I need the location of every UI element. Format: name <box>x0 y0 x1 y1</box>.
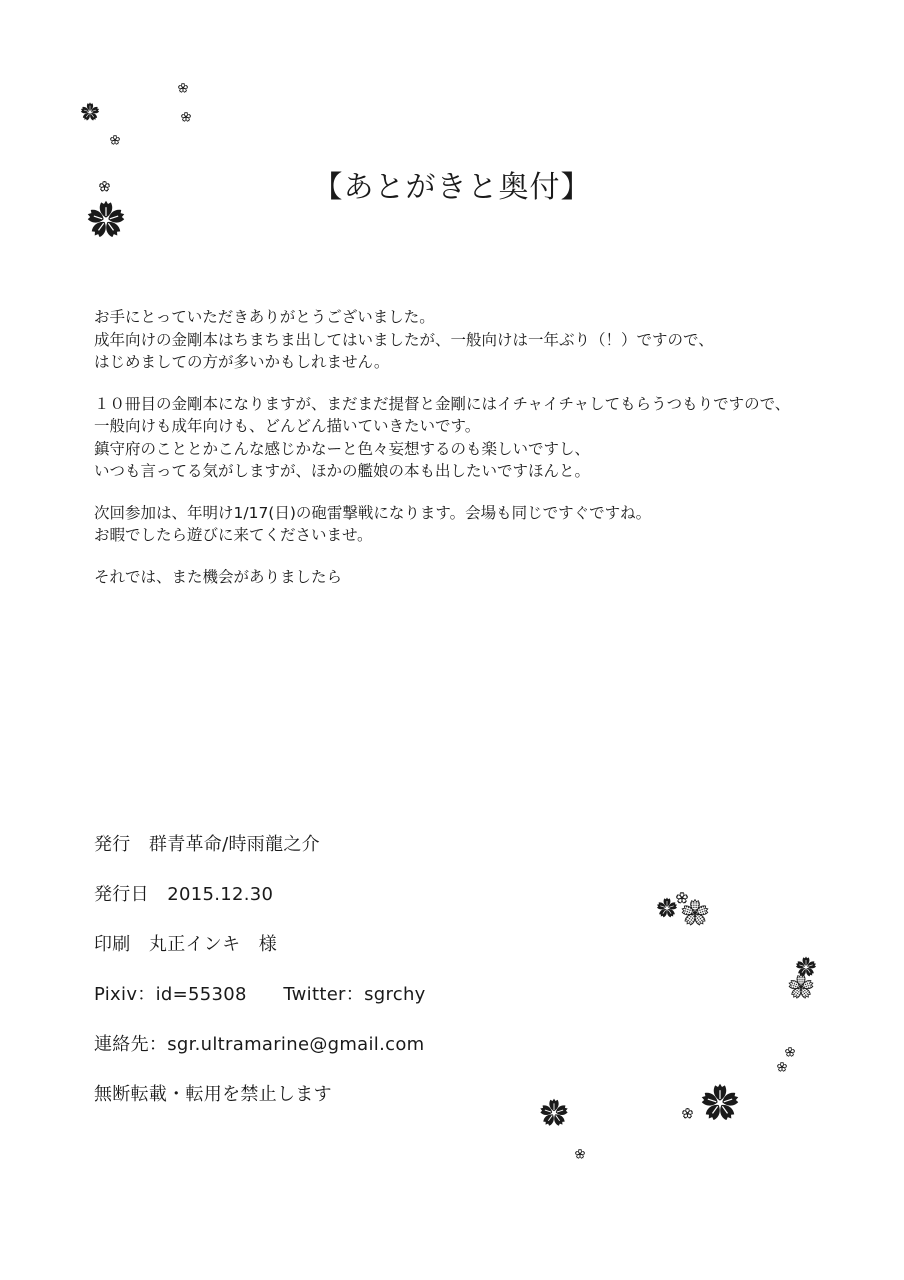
text-line: お手にとっていただきありがとうございました。 <box>94 308 435 326</box>
afterword-message <box>94 306 874 607</box>
text-line: それでは、また機会がありましたら <box>94 567 343 586</box>
sakura-petals <box>86 201 126 239</box>
sakura-icon <box>575 1149 585 1159</box>
paragraph <box>94 566 874 589</box>
sakura-icon <box>181 112 191 122</box>
text-line: お暇でしたら遊びに来てくださいませ。 <box>94 526 373 544</box>
sakura-icon <box>777 1062 787 1072</box>
text-line: 成年向けの金剛本はちまちま出してはいましたが、一般向けは一年ぶり（！）ですので、 <box>94 330 714 349</box>
text-line: 次回参加は、年明け1/17(日)の砲雷撃戦になります。会場も同じですぐですね。 <box>94 503 652 522</box>
sakura-icon <box>788 974 814 1000</box>
paragraph <box>94 393 874 483</box>
sakura-petals <box>777 1062 787 1072</box>
text-line: 鎮守府のこととかこんな感じかなーと色々妄想するのも楽しいですし、 <box>94 439 591 458</box>
sakura-petals <box>682 1108 693 1119</box>
sakura-petals <box>99 181 110 192</box>
sakura-petals <box>539 1099 569 1128</box>
sakura-icon <box>178 83 188 93</box>
sakura-icon <box>110 135 120 145</box>
sakura-petals <box>80 102 100 121</box>
sakura-petals <box>178 83 188 93</box>
sakura-icon <box>656 897 678 919</box>
social-line: Pixiv：id=55308 Twitter：sgrchy <box>94 984 426 1005</box>
contact-line: 連絡先：sgr.ultramarine@gmail.com <box>94 1034 425 1055</box>
text-line: はじめましての方が多いかもしれません。 <box>94 353 390 371</box>
colophon <box>94 832 426 1132</box>
publisher-line: 発行 群青革命/時雨龍之介 <box>94 834 320 855</box>
sakura-petals <box>681 900 709 927</box>
sakura-icon <box>700 1083 740 1123</box>
sakura-petals <box>788 975 814 1000</box>
copyright-notice: 無断転載・転用を禁止します <box>94 1084 332 1105</box>
sakura-icon <box>86 200 126 240</box>
paragraph <box>94 502 874 547</box>
sakura-icon <box>785 1047 795 1057</box>
sakura-icon <box>99 181 110 192</box>
sakura-petals <box>785 1047 795 1057</box>
text-line: １０冊目の金剛本になりますが、まだまだ提督と金剛にはイチャイチャしてもらうつもりですので、 <box>94 394 791 413</box>
text-line: 一般向けも成年向けも、どんどん描いていきたいです。 <box>94 417 481 435</box>
sakura-petals <box>575 1149 585 1159</box>
sakura-icon <box>681 899 709 927</box>
paragraph <box>94 306 874 374</box>
sakura-petals <box>110 135 120 145</box>
publish-date-line: 発行日 2015.12.30 <box>94 884 274 905</box>
sakura-petals <box>656 897 678 918</box>
text-line: いつも言ってる気がしますが、ほかの艦娘の本も出したいですほんと。 <box>94 462 591 480</box>
page-title: 【あとがきと奥付】 <box>312 170 592 205</box>
sakura-icon <box>682 1108 693 1119</box>
sakura-icon <box>539 1098 569 1128</box>
sakura-petals <box>181 112 191 122</box>
printer-line: 印刷 丸正インキ 様 <box>94 934 277 955</box>
sakura-petals <box>700 1084 740 1122</box>
sakura-icon <box>80 102 100 122</box>
